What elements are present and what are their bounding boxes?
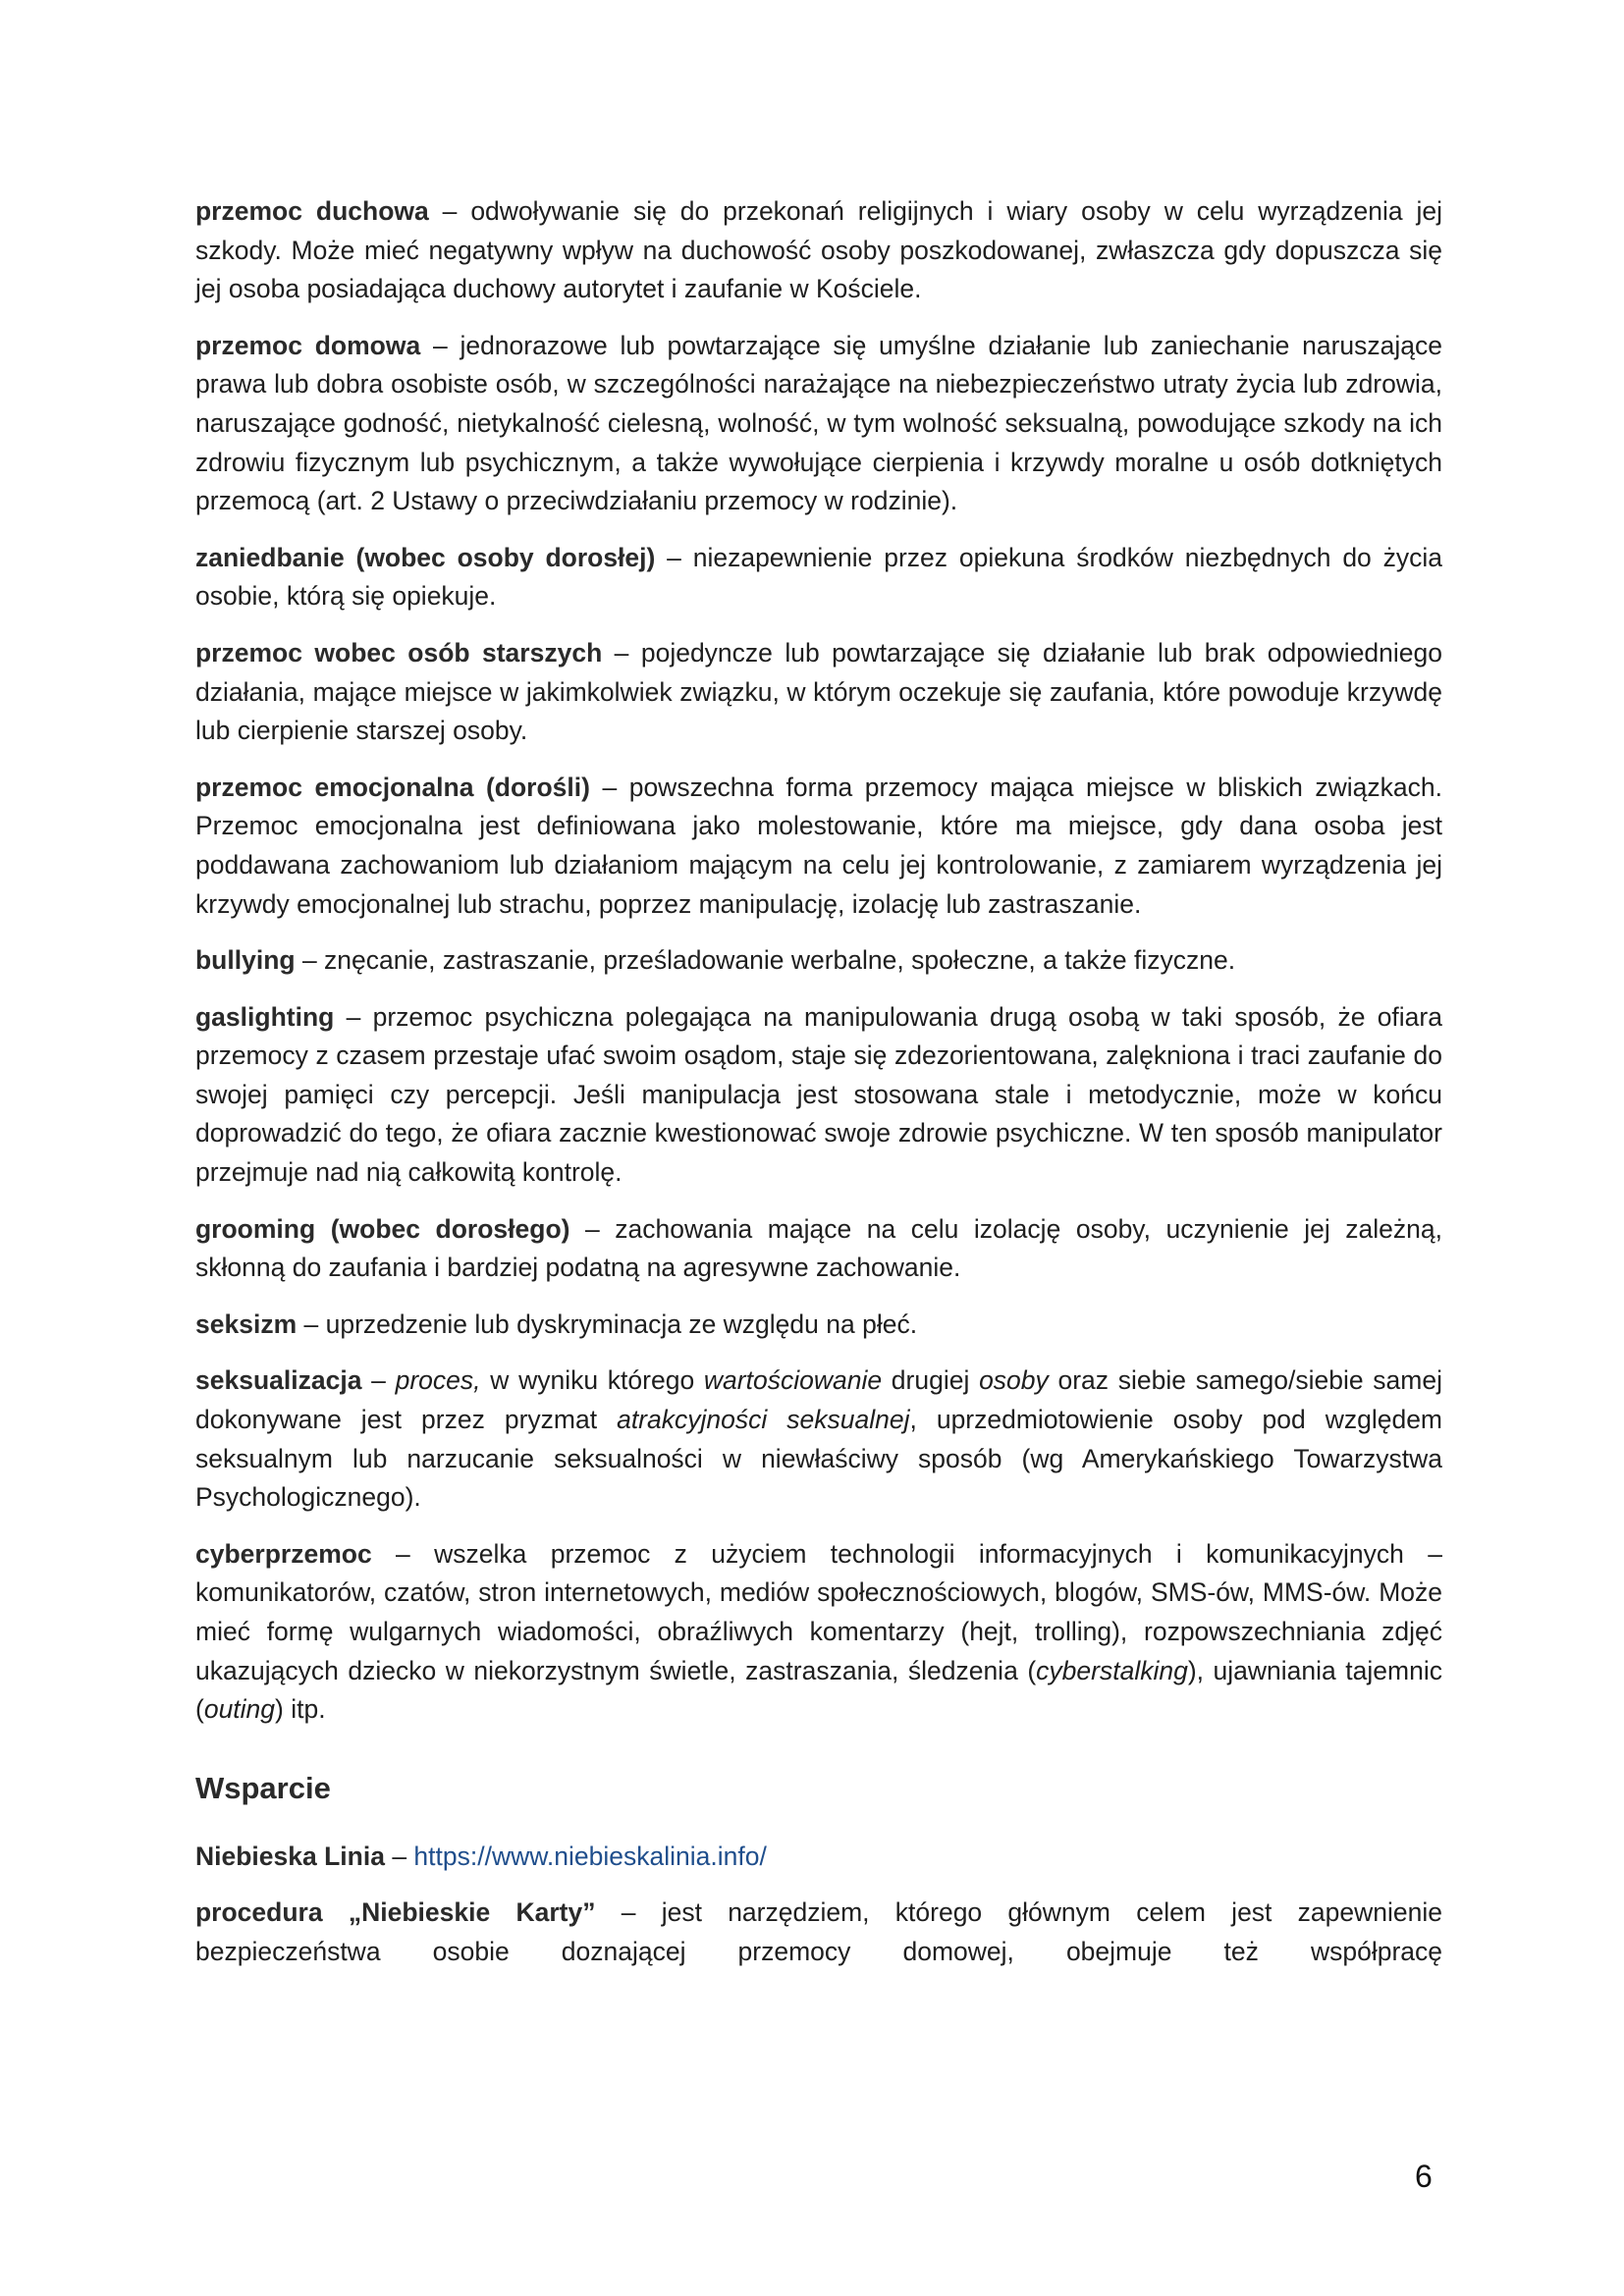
dash: – bbox=[569, 1213, 616, 1244]
term: przemoc domowa bbox=[195, 330, 421, 360]
dash: – bbox=[371, 1538, 435, 1569]
dash: – bbox=[361, 1365, 396, 1396]
definition-text: przemoc psychiczna polegająca na manipulowania drugą osobą w taki sposób, że ofiara przemocy z czasem przestaje ufać swoim osądom, staje się zdezorientowana, zalękniona i traci zaufanie do swojej pamięci czy percepcji. Jeśli manipulacja jest stosowana stale i metodycznie, może w końcu doprowadzić do tego, że ofiara zacznie kwestionować swoje zdrowie psychiczne. W ten sposób manipulator przejmuje nad nią całkowitą kontrolę. bbox=[195, 1001, 1442, 1188]
definition-text: w wyniku którego bbox=[480, 1365, 704, 1396]
definition-zaniedbanie bbox=[195, 539, 1442, 616]
definition-seksualizacja bbox=[195, 1362, 1442, 1517]
support-niebieska-linia bbox=[195, 1838, 1442, 1877]
italic-text: outing bbox=[203, 1694, 276, 1725]
term: zaniedbanie (wobec osoby dorosłej) bbox=[195, 542, 656, 572]
definition-text: , uprzedmiotowienie osoby pod względem seksualnym lub narzucanie seksualności w niewłaściwy sposób (wg Amerykańskiego Towarzystwa Psychologicznego). bbox=[195, 1405, 1443, 1513]
italic-text: wartościowanie bbox=[703, 1365, 883, 1396]
term: przemoc emocjonalna (dorośli) bbox=[195, 772, 590, 802]
italic-text: cyberstalking bbox=[1036, 1655, 1188, 1685]
definition-text: jest narzędziem, którego głównym celem jest zapewnienie bezpieczeństwa osobie doznającej przemocy domowej, obejmuje też współpracę bbox=[195, 1897, 1442, 1966]
dash: – bbox=[655, 542, 693, 572]
term: grooming (wobec dorosłego) bbox=[195, 1213, 570, 1244]
dash: – bbox=[428, 196, 471, 226]
support-procedura-niebieskie-karty bbox=[195, 1894, 1442, 1971]
definition-text: jednorazowe lub powtarzające się umyślne działanie lub zaniechanie naruszające prawa lub dobra osobiste osób, w szczególności narażające na niebezpieczeństwo utraty życia lub zdrowia, naruszające godność, nietykalność cielesną, wolność, w tym wolność seksualną, powodujące szkody na ich zdrowiu fizycznym lub psychicznym, a także wywołujące cierpienia i krzywdy moralne u osób dotkniętych przemocą (art. 2 Ustawy o przeciwdziałaniu przemocy w rodzinie). bbox=[195, 330, 1442, 516]
term: cyberprzemoc bbox=[195, 1538, 372, 1569]
definition-text: pojedyncze lub powtarzające się działanie lub brak odpowiedniego działania, mające miejsce w jakimkolwiek związku, w którym oczekuje się zaufania, które powoduje krzywdę lub cierpienie starszej osoby. bbox=[195, 637, 1443, 746]
italic-text: osoby bbox=[979, 1365, 1049, 1396]
dash: – bbox=[334, 1001, 373, 1032]
definition-text: powszechna forma przemocy mająca miejsce w bliskich związkach. Przemoc emocjonalna jest definiowana jako molestowanie, które ma miejsce, gdy dana osoba jest poddawana zachowaniom lub działaniom mającym na celu jej kontrolowanie, z zamiarem wyrządzenia jej krzywdy emocjonalnej lub strachu, poprzez manipulację, izolację lub zastraszanie. bbox=[195, 772, 1442, 919]
term: bullying bbox=[195, 945, 296, 976]
definition-text: niezapewnienie przez opiekuna środków niezbędnych do życia osobie, którą się opiekuje. bbox=[195, 542, 1442, 612]
definition-text: uprzedzenie lub dyskryminacja ze względu na płeć. bbox=[325, 1308, 918, 1339]
definition-bullying bbox=[195, 941, 1442, 981]
definition-text: ), ujawniania tajemnic ( bbox=[195, 1655, 1442, 1725]
dash: – bbox=[297, 1308, 326, 1339]
definition-text: zachowania mające na celu izolację osoby, uczynienie jej zależną, skłonną do zaufania i bardziej podatną na agresywne zachowanie. bbox=[195, 1213, 1442, 1283]
italic-text: atrakcyjności seksualnej bbox=[617, 1405, 910, 1435]
dash: – bbox=[595, 1897, 662, 1928]
definition-text: ) itp. bbox=[275, 1694, 326, 1725]
definition-text: drugiej bbox=[882, 1365, 980, 1396]
definition-przemoc-wobec-osob-starszych bbox=[195, 634, 1442, 751]
definition-text: znęcanie, zastraszanie, prześladowanie werbalne, społeczne, a także fizyczne. bbox=[324, 945, 1236, 976]
niebieska-linia-link[interactable]: https://www.niebieskalinia.info/ bbox=[413, 1841, 767, 1871]
dash: – bbox=[602, 637, 641, 667]
dash: – bbox=[295, 945, 325, 976]
page-number: 6 bbox=[1415, 2159, 1433, 2194]
term: przemoc wobec osób starszych bbox=[195, 637, 603, 667]
definition-cyberprzemoc bbox=[195, 1535, 1442, 1730]
term: seksizm bbox=[195, 1308, 298, 1339]
term: procedura „Niebieskie Karty” bbox=[195, 1897, 596, 1928]
definition-gaslighting bbox=[195, 998, 1442, 1193]
section-title-wsparcie: Wsparcie bbox=[195, 1770, 331, 1805]
definition-text: wszelka przemoc z użyciem technologii informacyjnych i komunikacyjnych – komunikatorów, czatów, stron internetowych, mediów społecznościowych, blogów, SMS-ów, MMS-ów. Może mieć formę wulgarnych wiadomości, obraźliwych komentarzy (hejt, trolling), rozpowszechniania zdjęć ukazujących dziecko w niekorzystnym świetle, zastraszania, śledzenia ( bbox=[195, 1538, 1442, 1685]
dash: – bbox=[384, 1841, 414, 1871]
definition-przemoc-domowa bbox=[195, 327, 1442, 521]
definition-przemoc-emocjonalna bbox=[195, 769, 1442, 924]
definition-grooming bbox=[195, 1210, 1442, 1288]
term: gaslighting bbox=[195, 1001, 335, 1032]
definition-text: odwoływanie się do przekonań religijnych i wiary osoby w celu wyrządzenia jej szkody. Może mieć negatywny wpływ na duchowość osoby poszkodowanej, zwłaszcza gdy dopuszcza się jej osoba posiadająca duchowy autorytet i zaufanie w Kościele. bbox=[195, 196, 1443, 304]
dash: – bbox=[589, 772, 629, 802]
definition-text: oraz siebie samego/siebie samej dokonywane jest przez pryzmat bbox=[195, 1365, 1442, 1435]
dash: – bbox=[420, 330, 460, 360]
term: seksualizacja bbox=[195, 1365, 362, 1396]
term: Niebieska Linia bbox=[195, 1841, 385, 1871]
italic-text: proces, bbox=[395, 1365, 481, 1396]
term: przemoc duchowa bbox=[195, 196, 429, 226]
definition-seksizm bbox=[195, 1306, 1442, 1345]
document-page bbox=[195, 192, 1442, 1990]
definition-przemoc-duchowa bbox=[195, 192, 1442, 309]
